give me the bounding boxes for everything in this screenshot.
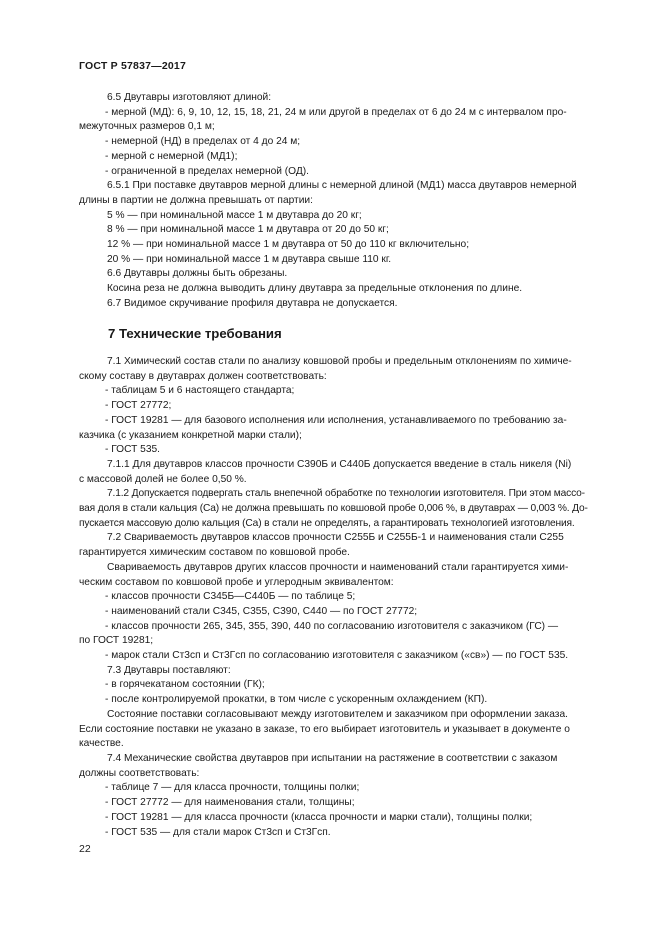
text-line: - в горячекатаном состоянии (ГК); bbox=[105, 679, 265, 691]
text-line: Состояние поставки согласовывают между изготовителем и заказчиком при оформлении заказа. bbox=[107, 708, 568, 720]
text-line: казчика (с указанием конкретной марки стали); bbox=[79, 429, 302, 441]
section-6-text bbox=[79, 91, 586, 312]
text-line: - после контролируемой прокатки, в том числе с ускоренным охлаждением (КП). bbox=[105, 694, 488, 706]
section-7-text bbox=[79, 355, 586, 840]
text-line: длины в партии не должна превышать от партии: bbox=[79, 194, 313, 206]
text-line: - классов прочности 265, 345, 355, 390, 440 по согласованию изготовителя с заказчиком (ГС) — bbox=[105, 620, 559, 632]
text-line: 6.6 Двутавры должны быть обрезаны. bbox=[107, 268, 288, 280]
text-line: - таблице 7 — для класса прочности, толщины полки; bbox=[105, 782, 360, 794]
text-line: Свариваемость двутавров других классов прочности и наименований стали гарантируется хими- bbox=[107, 561, 569, 573]
text-line: 7.1 Химический состав стали по анализу ковшовой пробы и предельным отклонениям по химиче- bbox=[107, 356, 572, 367]
text-line: скому составу в двутаврах должен соответствовать: bbox=[79, 370, 327, 382]
text-line: ческим составом по ковшовой пробе и углеродным эквивалентом: bbox=[79, 576, 394, 588]
text-line: Косина реза не должна выводить длину двутавра за предельные отклонения по длине. bbox=[107, 283, 523, 295]
text-line: - наименований стали С345, С355, С390, С440 — по ГОСТ 27772; bbox=[105, 605, 418, 617]
text-line: 7.2 Свариваемость двутавров классов прочности С255Б и С255Б-1 и наименования стали С255 bbox=[107, 532, 564, 544]
text-line: - ГОСТ 27772 — для наименования стали, толщины; bbox=[105, 797, 355, 809]
text-line: пускается массовую долю кальция (Са) в стали не определять, а гарантировать технологией изготовления. bbox=[79, 517, 575, 529]
text-line: гарантируется химическим составом по ковшовой пробе. bbox=[79, 547, 350, 559]
text-line: 8 % — при номинальной массе 1 м двутавра от 20 до 50 кг; bbox=[107, 224, 389, 236]
text-line: - таблицам 5 и 6 настоящего стандарта; bbox=[105, 385, 295, 397]
text-line: 6.7 Видимое скручивание профиля двутавра не допускается. bbox=[107, 297, 398, 309]
text-line: Если состояние поставки не указано в заказе, то его выбирает изготовитель и указывает в документе о bbox=[79, 723, 570, 735]
text-line: - ГОСТ 19281 — для базового исполнения или исполнения, устанавливаемого по требованию за- bbox=[105, 414, 567, 426]
text-line: - немерной (НД) в пределах от 4 до 24 м; bbox=[105, 136, 301, 148]
text-line: - мерной с немерной (МД1); bbox=[105, 150, 238, 162]
text-line: - ГОСТ 535 — для стали марок Ст3сп и Ст3Гсп. bbox=[105, 826, 331, 838]
text-line: вая доля в стали кальция (Са) не должна превышать по ковшовой пробе 0,006 %, в двутаврах — 0,003 %. До- bbox=[79, 503, 588, 515]
section-title: 7 Технические требования bbox=[108, 326, 282, 341]
text-line: - ограниченной в пределах немерной (ОД). bbox=[105, 165, 309, 177]
text-line: 20 % — при номинальной массе 1 м двутавра свыше 110 кг. bbox=[107, 253, 392, 265]
text-line: 5 % — при номинальной массе 1 м двутавра до 20 кг; bbox=[107, 209, 362, 221]
text-line: с массовой долей не более 0,50 %. bbox=[79, 473, 247, 485]
text-line: межуточных размеров 0,1 м; bbox=[79, 121, 215, 133]
text-line: - ГОСТ 535. bbox=[105, 444, 160, 456]
text-line: 7.1.1 Для двутавров классов прочности С390Б и С440Б допускается введение в сталь никеля (Ni) bbox=[107, 458, 572, 470]
text-line: - ГОСТ 19281 — для класса прочности (класса прочности и марки стали), толщины полки; bbox=[105, 811, 533, 823]
text-line: - марок стали Ст3сп и Ст3Гсп по согласованию изготовителя с заказчиком («св») — по ГОСТ 535. bbox=[105, 650, 569, 662]
text-line: по ГОСТ 19281; bbox=[79, 635, 154, 647]
text-line: 6.5 Двутавры изготовляют длиной: bbox=[107, 92, 272, 103]
text-line: - классов прочности С345Б—С440Б — по таблице 5; bbox=[105, 591, 356, 603]
text-line: 7.1.2 Допускается подвергать сталь внепечной обработке по технологии изготовителя. При этом массо- bbox=[107, 488, 585, 500]
page-number: 22 bbox=[79, 843, 91, 855]
text-line: 12 % — при номинальной массе 1 м двутавра от 50 до 110 кг включительно; bbox=[107, 239, 470, 251]
document-header: ГОСТ Р 57837—2017 bbox=[79, 60, 187, 72]
text-line: 7.4 Механические свойства двутавров при испытании на растяжение в соответствии с заказом bbox=[107, 752, 558, 764]
text-line: - ГОСТ 27772; bbox=[105, 400, 172, 412]
text-line: 6.5.1 При поставке двутавров мерной длины с немерной длиной (МД1) масса двутавров немерной bbox=[107, 180, 577, 192]
text-line: должны соответствовать: bbox=[79, 767, 200, 779]
text-line: 7.3 Двутавры поставляют: bbox=[107, 664, 231, 676]
text-line: качестве. bbox=[79, 738, 124, 750]
text-line: - мерной (МД): 6, 9, 10, 12, 15, 18, 21, 24 м или другой в пределах от 6 до 24 м с интервалом про- bbox=[105, 106, 567, 118]
